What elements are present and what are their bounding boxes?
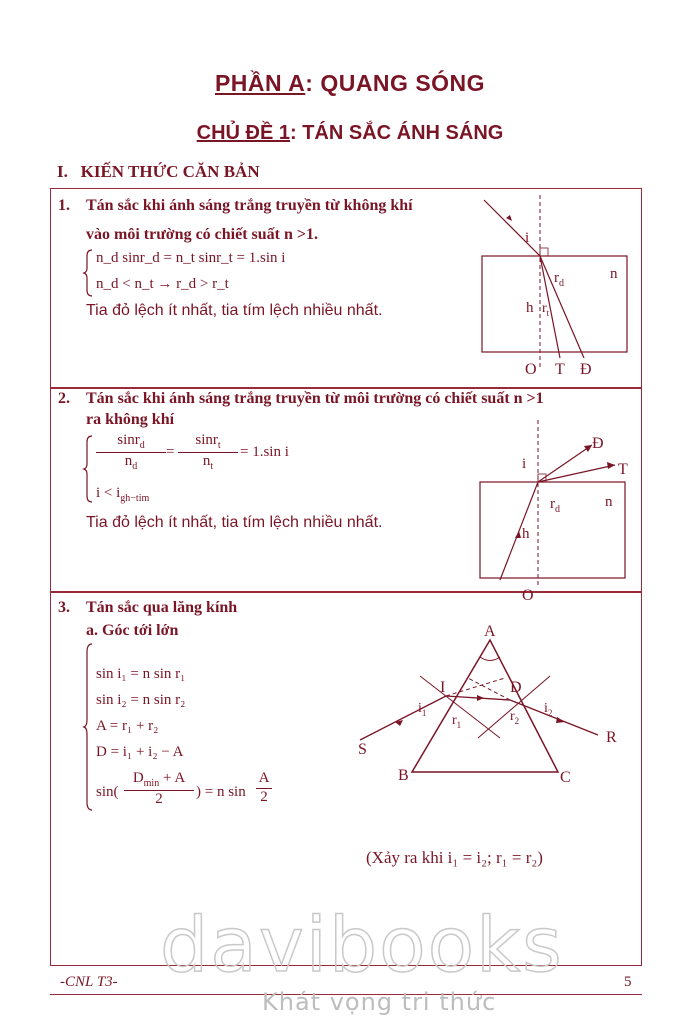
item1-label-T: T <box>555 361 565 378</box>
item3-eq5-frac: $D_{min} + A$ 2 <box>124 770 194 808</box>
item3-eq5-frac2: A 2 <box>256 770 272 806</box>
item3-brace <box>84 642 94 812</box>
item2-note: Tia đỏ lệch ít nhất, tia tím lệch nhiều nhất. <box>86 514 383 531</box>
item3-number: 3. <box>58 599 70 616</box>
item1-equation2: n_d < n_t → r_d > r_t <box>96 276 229 292</box>
item1-label-D: Đ <box>580 361 592 378</box>
item2-label-i: i <box>522 456 527 472</box>
item3-eq5-pre: sin( <box>96 784 119 800</box>
part-rest: : QUANG SÓNG <box>305 70 486 96</box>
watermark-brand: davibooks <box>160 900 564 989</box>
section-heading: I. KIẾN THỨC CĂN BẢN <box>57 162 260 181</box>
item1-label-O: O <box>525 361 537 378</box>
item2-label-T: T <box>618 461 628 478</box>
item3-subtitle: a. Góc tới lớn <box>86 622 179 639</box>
item2-number: 2. <box>58 390 70 407</box>
item3-equation2: sin i₂ = n sin r₂ <box>96 692 186 708</box>
item3-equation3: A = r₁ + r₂ <box>96 718 159 734</box>
prism-label-i2: $i_2$ <box>544 701 553 718</box>
item3-title: Tán sắc qua lăng kính <box>86 599 238 616</box>
topic-title <box>0 122 700 145</box>
prism-label-I: I <box>440 679 446 696</box>
prism-label-R: R <box>606 729 617 746</box>
prism-label-S: S <box>358 741 367 758</box>
item1-label-rd: $r_d$ <box>554 270 564 289</box>
item2-frac2: sinr$_t$ $n_t$ <box>178 432 238 472</box>
item1-note: Tia đỏ lệch ít nhất, tia tím lệch nhiều nhất. <box>86 302 383 319</box>
topic-label: CHỦ ĐỀ 1 <box>196 122 290 144</box>
item2-label-h: h <box>522 526 530 542</box>
item2-label-D: Đ <box>592 435 604 452</box>
item2-title-line1: Tán sắc khi ánh sáng trắng truyền từ môi trường có chiết suất n >1 <box>86 390 544 407</box>
page-number: 5 <box>624 974 632 990</box>
prism-condition: (Xảy ra khi i₁ = i₂; r₁ = r₂) <box>366 848 543 867</box>
prism-label-i1: $i_1$ <box>418 701 427 718</box>
item2-diagram <box>470 420 640 610</box>
prism-label-r2: $r_2$ <box>510 709 520 726</box>
item2-eq1-rhs: = 1.sin i <box>240 444 289 460</box>
part-title <box>0 70 700 97</box>
item2-label-rd: $r_d$ <box>550 496 560 515</box>
item1-equation1: n_d sinr_d = n_t sinr_t = 1.sin i <box>96 250 286 266</box>
prism-label-C: C <box>560 769 571 786</box>
item1-label-i: i <box>525 230 530 246</box>
item2-title-line2: ra không khí <box>86 411 175 428</box>
item1-title-line1: Tán sắc khi ánh sáng trắng truyền từ không khí <box>86 197 413 214</box>
prism-label-D: D <box>510 679 522 696</box>
footer-left: -CNL T3- <box>60 974 118 990</box>
prism-label-r1: $r_1$ <box>452 713 462 730</box>
item1-label-n: n <box>610 266 618 282</box>
item1-title-line2: vào môi trường có chiết suất n >1. <box>86 226 319 243</box>
item2-frac1: sinr$_d$ $n_d$ <box>96 432 166 472</box>
item2-brace <box>84 434 94 504</box>
item1-label-h: h <box>526 300 534 316</box>
item1-diagram <box>470 190 640 380</box>
item3-equation4: D = i₁ + i₂ − A <box>96 744 184 760</box>
item1-label-rt: $r_t$ <box>542 301 550 318</box>
part-label: PHẦN A <box>214 70 306 96</box>
watermark-slogan: Khát vọng tri thức <box>262 988 497 1016</box>
item3-eq5-mid: ) = n sin <box>196 784 246 800</box>
item2-label-O: O <box>522 587 534 604</box>
prism-label-A: A <box>484 623 496 640</box>
item2-equation2: $i < i_{gh-tim}$ <box>96 485 150 504</box>
item3-equation1: sin i₁ = n sin r₁ <box>96 666 186 682</box>
item1-brace <box>84 248 94 298</box>
item2-label-n: n <box>605 494 613 510</box>
topic-rest: : TÁN SẮC ÁNH SÁNG <box>290 122 504 144</box>
item1-number: 1. <box>58 197 70 214</box>
prism-label-B: B <box>398 767 409 784</box>
prism-diagram <box>350 620 640 790</box>
